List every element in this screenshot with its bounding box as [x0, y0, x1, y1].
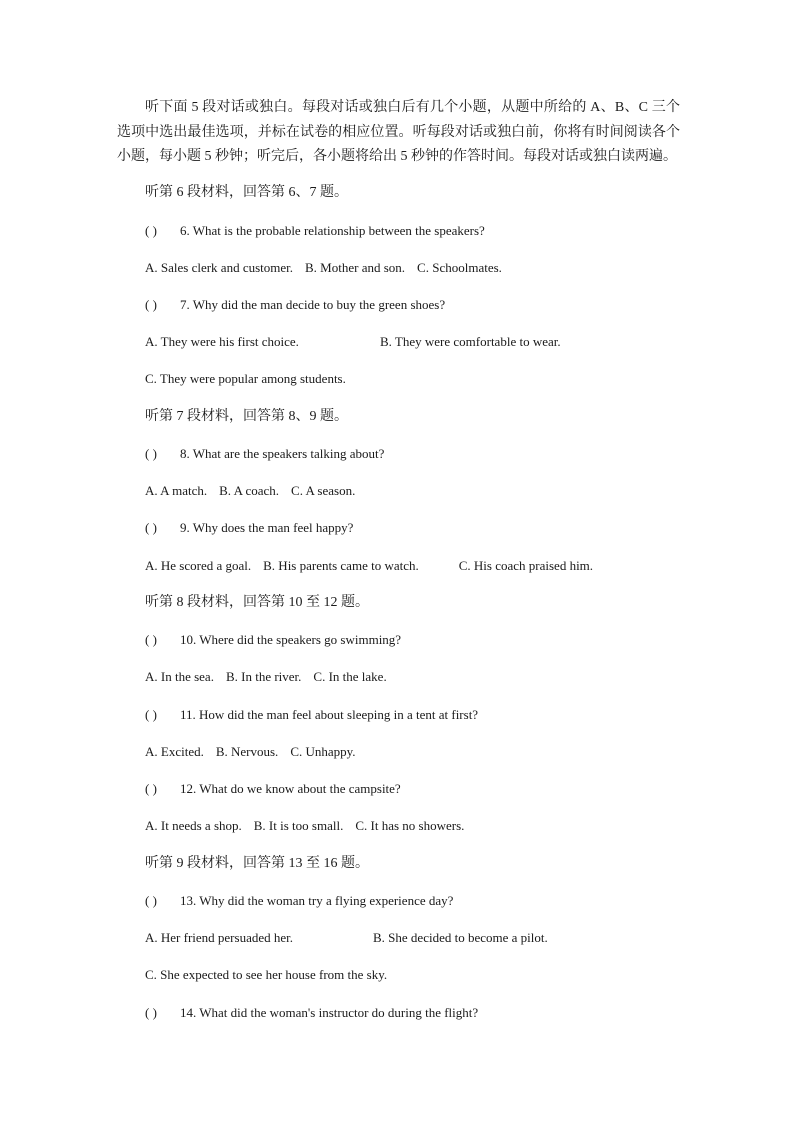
section-heading: 听第 9 段材料，回答第 13 至 16 题。 [145, 856, 369, 871]
question-14 [145, 1004, 478, 1022]
section-heading: 听第 7 段材料，回答第 8、9 题。 [145, 409, 348, 424]
option-c: C. They were popular among students. [145, 371, 346, 386]
option-c: C. Schoolmates. [417, 260, 502, 275]
option-c: C. A season. [291, 483, 356, 498]
option-a: A. Excited. [145, 744, 204, 759]
answer-blank: ( ) [145, 1005, 157, 1020]
options-line [145, 557, 593, 575]
option-b: B. They were comfortable to wear. [380, 334, 561, 349]
question-8 [145, 445, 384, 463]
options-line [145, 259, 502, 277]
question-10 [145, 631, 401, 649]
question-stem: 7. Why did the man decide to buy the green shoes? [180, 297, 446, 312]
options-line [145, 482, 355, 500]
question-7 [145, 296, 445, 314]
answer-blank: ( ) [145, 781, 157, 796]
option-b: B. It is too small. [253, 818, 344, 833]
question-stem: 12. What do we know about the campsite? [180, 781, 401, 796]
option-b: B. She decided to become a pilot. [373, 930, 548, 945]
answer-blank: ( ) [145, 446, 157, 461]
answer-blank: ( ) [145, 297, 157, 312]
section-heading: 听第 8 段材料，回答第 10 至 12 题。 [145, 595, 369, 610]
option-c: C. Unhappy. [290, 744, 356, 759]
option-c: C. She expected to see her house from the sky. [145, 967, 388, 982]
options-line [145, 668, 387, 686]
question-stem: 14. What did the woman's instructor do during the flight? [180, 1005, 479, 1020]
option-a: A. Sales clerk and customer. [145, 260, 294, 275]
question-stem: 9. Why does the man feel happy? [180, 520, 354, 535]
options-line [145, 966, 387, 984]
question-stem: 6. What is the probable relationship between the speakers? [180, 223, 485, 238]
question-9 [145, 519, 353, 537]
question-stem: 13. Why did the woman try a flying experience day? [180, 893, 454, 908]
question-stem: 8. What are the speakers talking about? [180, 446, 385, 461]
instructions-paragraph: 听下面 5 段对话或独白。每段对话或独白后有几个小题，从题中所给的 A、B、C 三个选项中选出最佳选项，并标在试卷的相应位置。听每段对话或独白前，你将有时间阅读各个小题，每小题 5 秒钟；听完后，各小题将给出 5 秒钟的作答时间。每段对话或独白读两遍。 [117, 100, 680, 164]
options-line [145, 743, 356, 761]
option-a: A. He scored a goal. [145, 558, 252, 573]
option-a: A. In the sea. [145, 669, 214, 684]
option-b: B. In the river. [225, 669, 302, 684]
question-13 [145, 892, 453, 910]
options-line [145, 929, 548, 947]
question-stem: 10. Where did the speakers go swimming? [180, 632, 402, 647]
option-b: B. A coach. [219, 483, 280, 498]
options-line [145, 333, 561, 351]
answer-blank: ( ) [145, 520, 157, 535]
question-11 [145, 706, 478, 724]
option-a: A. A match. [145, 483, 208, 498]
options-line [145, 817, 464, 835]
option-c: C. His coach praised him. [458, 558, 594, 573]
answer-blank: ( ) [145, 223, 157, 238]
options-line [145, 370, 346, 388]
option-a: A. It needs a shop. [145, 818, 242, 833]
question-stem: 11. How did the man feel about sleeping in a tent at first? [180, 707, 479, 722]
option-b: B. His parents came to watch. [263, 558, 419, 573]
section-heading: 听第 6 段材料，回答第 6、7 题。 [145, 185, 348, 200]
answer-blank: ( ) [145, 632, 157, 647]
option-b: B. Nervous. [215, 744, 279, 759]
answer-blank: ( ) [145, 707, 157, 722]
option-a: A. They were his first choice. [145, 334, 299, 349]
option-b: B. Mother and son. [305, 260, 406, 275]
question-12 [145, 780, 401, 798]
option-c: C. It has no showers. [355, 818, 465, 833]
question-6 [145, 222, 485, 240]
option-c: C. In the lake. [313, 669, 387, 684]
option-a: A. Her friend persuaded her. [145, 930, 293, 945]
answer-blank: ( ) [145, 893, 157, 908]
